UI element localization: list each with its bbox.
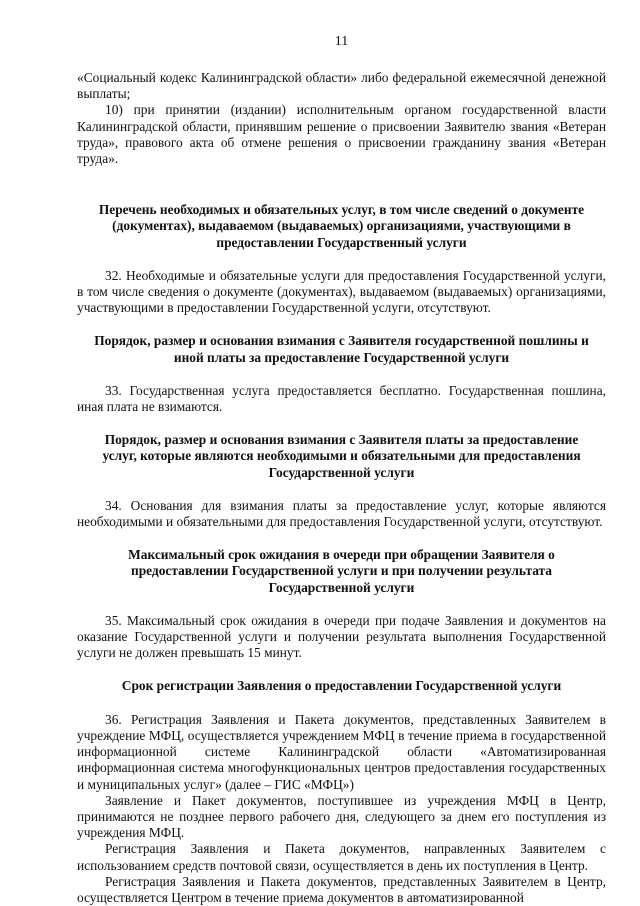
paragraph-35: 35. Максимальный срок ожидания в очереди при подаче Заявления и документов на оказание Государственной услуги и получении результата выполнения Государственной услуги не должен превышать 15 минут. [77, 612, 606, 661]
paragraph-36-post: Регистрация Заявления и Пакета документов, направленных Заявителем с использованием средств почтовой связи, осуществляется в день их поступления в Центр. [77, 841, 606, 873]
section-heading-queue-time: Максимальный срок ожидания в очереди при обращении Заявителя о предоставлении Государственной услуги и при получении результата Государственной услуги [128, 547, 555, 595]
paragraph-continuation: «Социальный кодекс Калининградской области» либо федеральной ежемесячной денежной выплаты; [77, 70, 606, 102]
section-heading-fee-for-services: Порядок, размер и основания взимания с Заявителя платы за предоставление услуг, которые являются необходимыми и обязательными для предоставления Государственной услуги [102, 432, 581, 480]
section-heading-required-services: Перечень необходимых и обязательных услуг, в том числе сведений о документе (документах), выдаваемом (выдаваемых) организациями, участвующими в предоставлении Государственный услуги [98, 202, 585, 250]
section-heading-registration-term: Срок регистрации Заявления о предоставлении Государственной услуги [121, 678, 562, 694]
paragraph-36-center: Регистрация Заявления и Пакета документов, представленных Заявителем в Центр, осуществляется Центром в течение приема документов в автоматизированной [77, 873, 606, 905]
paragraph-33: 33. Государственная услуга предоставляется бесплатно. Государственная пошлина, иная плата не взимаются. [77, 382, 606, 415]
paragraph-36: 36. Регистрация Заявления и Пакета документов, представленных Заявителем в учреждение МФЦ, осуществляется учреждением МФЦ в течение приема в государственной информационной системе Калининградской области «Автоматизированная информационная система многофункциональных центров предоставления государственных и муниципальных услуг» (далее – ГИС «МФЦ») [77, 711, 606, 792]
section-heading-state-duty: Порядок, размер и основания взимания с Заявителя государственной пошлины и иной платы за предоставление Государственной услуги [94, 333, 589, 365]
paragraph-36-mfc: Заявление и Пакет документов, поступившее из учреждения МФЦ в Центр, принимаются не позднее первого рабочего дня, следующего за днем его поступления из учреждения МФЦ. [77, 792, 606, 841]
paragraph-item-10: 10) при принятии (издании) исполнительным органом государственной власти Калининградской области, принявшим решение о присвоении Заявителю звания «Ветеран труда», правового акта об отмене решения о присвоении гражданину звания «Ветеран труда». [77, 102, 606, 167]
paragraph-34: 34. Основания для взимания платы за предоставление услуг, которые являются необходимыми и обязательными для предоставления Государственной услуги, отсутствуют. [77, 497, 606, 530]
page-number: 11 [334, 34, 349, 49]
paragraph-32: 32. Необходимые и обязательные услуги для предоставления Государственной услуги, в том числе сведения о документе (документах), выдаваемом (выдаваемых) организациями, участвующими в предоставлении Государственной услуги, отсутствуют. [77, 267, 606, 316]
